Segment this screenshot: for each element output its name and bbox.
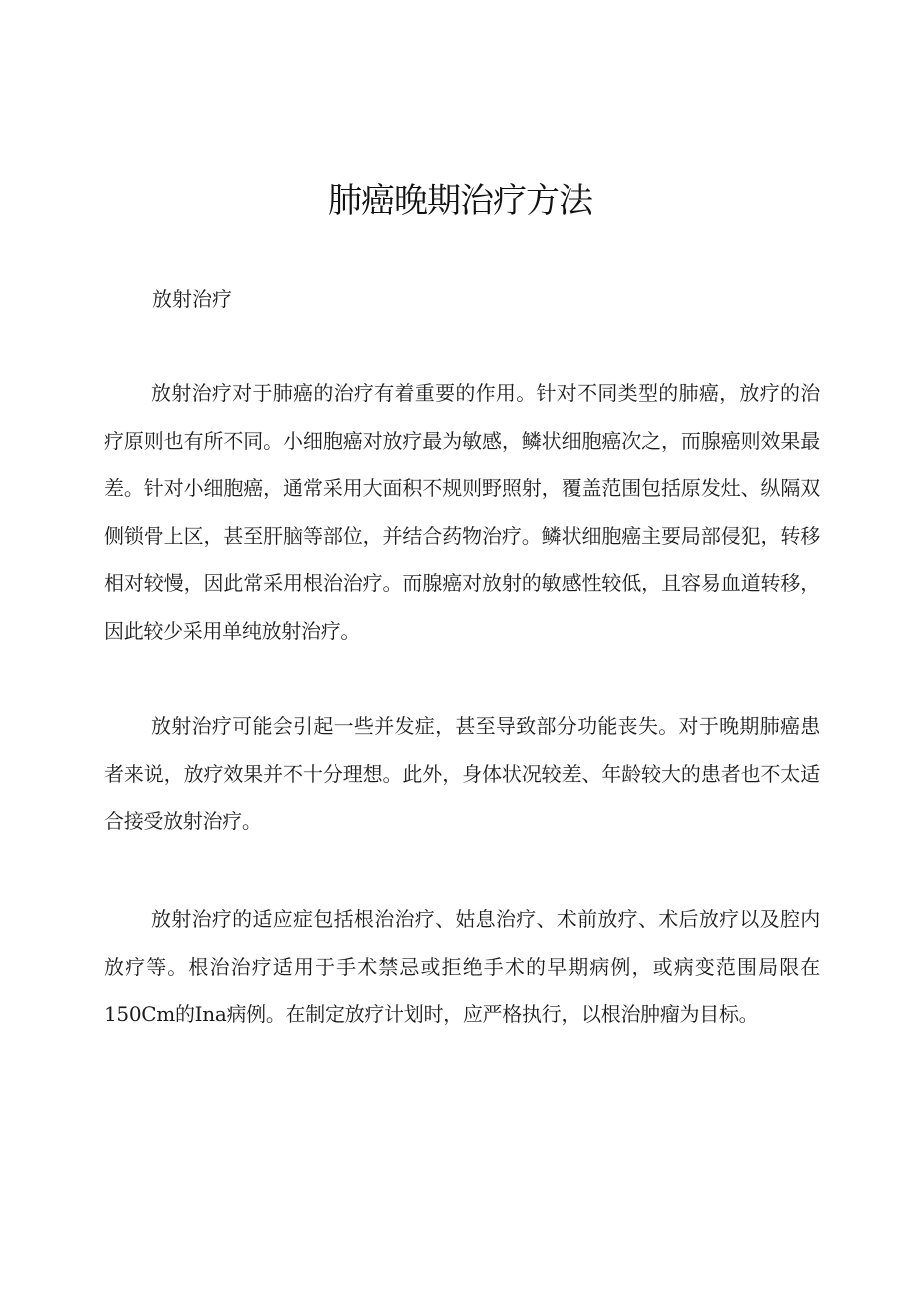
paragraph-2: 放射治疗可能会引起一些并发症，甚至导致部分功能丧失。对于晚期肺癌患者来说，放疗效果并不十分理想。此外，身体状况较差、年龄较大的患者也不太适合接受放射治疗。	[104, 714, 820, 833]
page-title: 肺癌晚期治疗方法	[328, 181, 592, 221]
paragraph-1: 放射治疗对于肺癌的治疗有着重要的作用。针对不同类型的肺癌，放疗的治疗原则也有所不同。小细胞癌对放疗最为敏感，鳞状细胞癌次之，而腺癌则效果最差。针对小细胞癌，通常采用大面积不规则野照射，覆盖范围包括原发灶、纵隔双侧锁骨上区，甚至肝脑等部位，并结合药物治疗。鳞状细胞癌主要局部侵犯，转移相对较慢，因此常采用根治治疗。而腺癌对放射的敏感性较低，且容易血道转移，因此较少采用单纯放射治疗。	[104, 381, 820, 643]
paragraph-3: 放射治疗的适应症包括根治治疗、姑息治疗、术前放疗、术后放疗以及腔内放疗等。根治治疗适用于手术禁忌或拒绝手术的早期病例，或病变范围局限在150Cm的Ina病例。在制定放疗计划时，应严格执行，以根治肿瘤为目标。	[104, 907, 820, 1026]
section-heading: 放射治疗	[152, 287, 232, 311]
